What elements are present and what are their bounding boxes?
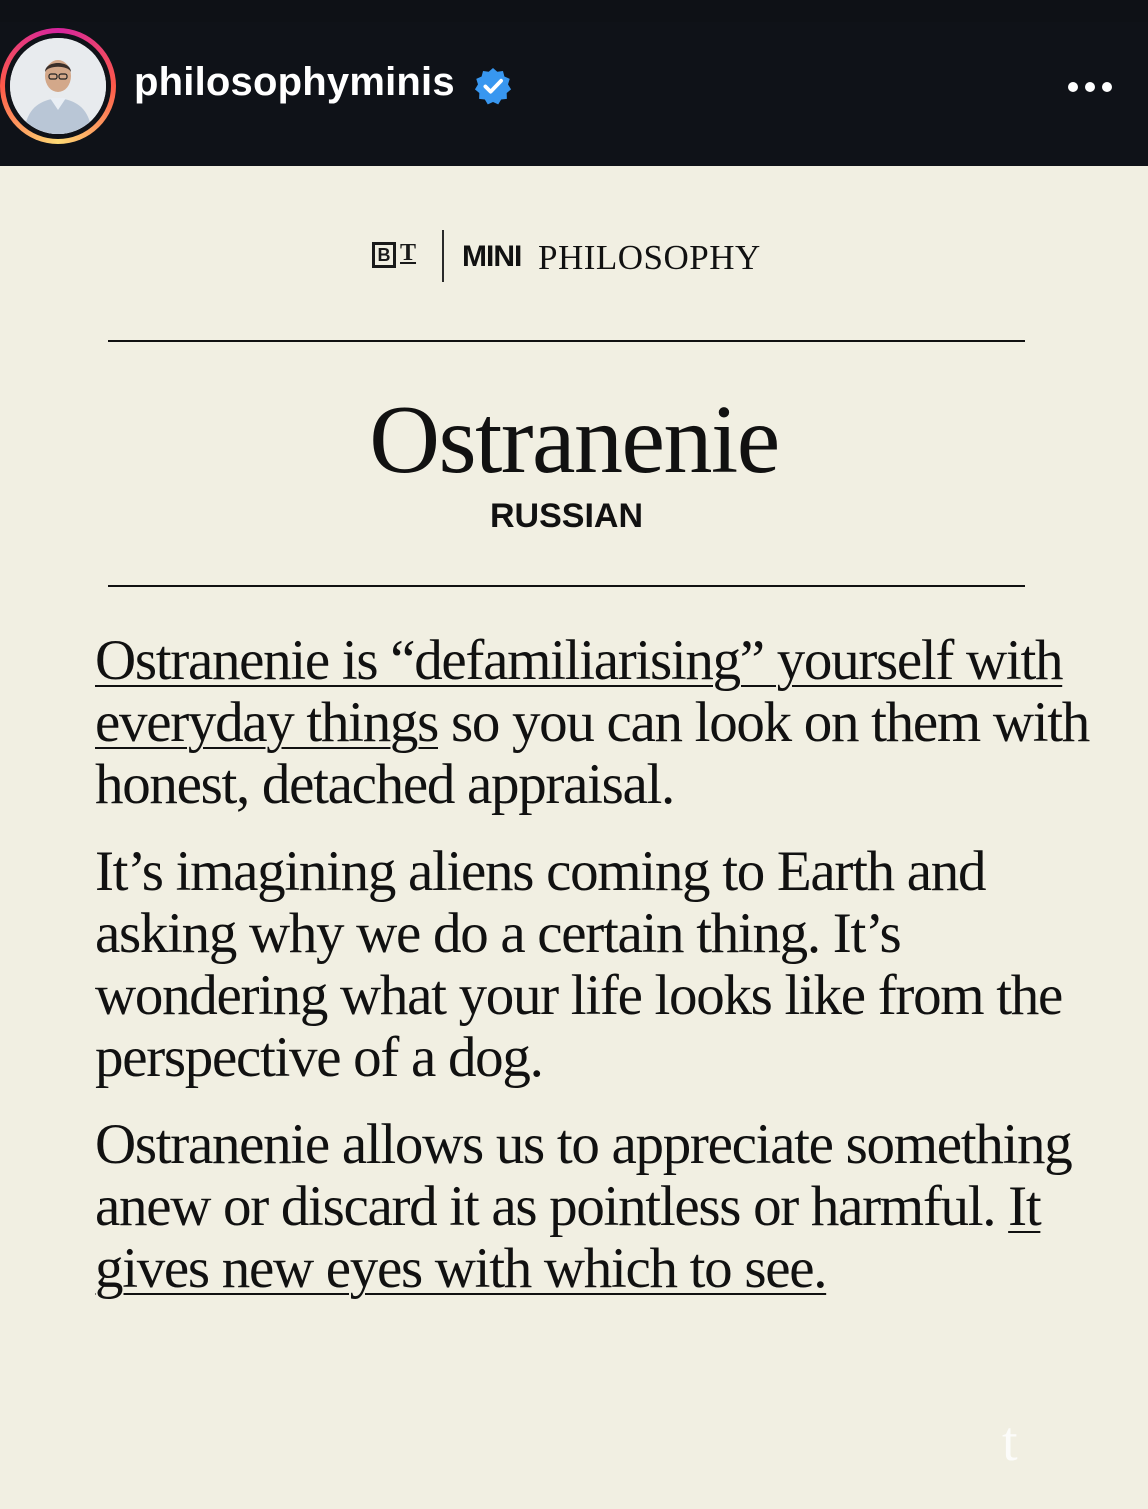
brand-mini: MINI <box>462 240 522 273</box>
term-language: RUSSIAN <box>489 497 644 535</box>
status-bar-strip <box>0 0 1148 23</box>
bottom-divider <box>108 585 1025 587</box>
username[interactable]: philosophyminis <box>134 60 455 104</box>
brand-logo <box>372 230 792 282</box>
logo-t: T <box>400 240 417 266</box>
underlined-definition: Ostranenie is “defamiliarising” yourself with everyday things <box>95 629 1063 754</box>
term-title: Ostranenie <box>369 386 779 494</box>
story-ring[interactable] <box>0 28 116 144</box>
underlined-conclusion: It gives new eyes with which to see. <box>95 1175 1041 1300</box>
definition-body <box>95 630 1095 1325</box>
paragraph-1-rest: so you can look on them with honest, detached appraisal. <box>95 691 1089 816</box>
paragraph-3-text: Ostranenie allows us to appreciate something anew or discard it as pointless or harmful. <box>95 1113 1072 1238</box>
watermark: t <box>1002 1411 1018 1473</box>
verified-badge-icon <box>474 67 512 105</box>
paragraph-1 <box>95 630 1095 816</box>
paragraph-3 <box>95 1114 1095 1300</box>
brand-divider <box>442 230 444 282</box>
more-options-icon[interactable] <box>1062 60 1118 110</box>
avatar[interactable] <box>10 38 106 134</box>
logo-b: B <box>372 242 396 268</box>
top-divider <box>108 340 1025 342</box>
post-header <box>0 22 1148 166</box>
brand-philosophy: PHILOSOPHY <box>538 238 761 277</box>
paragraph-2: It’s imagining aliens coming to Earth and asking why we do a certain thing. It’s wondering what your life looks like from the perspective of a dog. <box>95 840 1062 1089</box>
profile-photo-icon <box>10 38 106 134</box>
